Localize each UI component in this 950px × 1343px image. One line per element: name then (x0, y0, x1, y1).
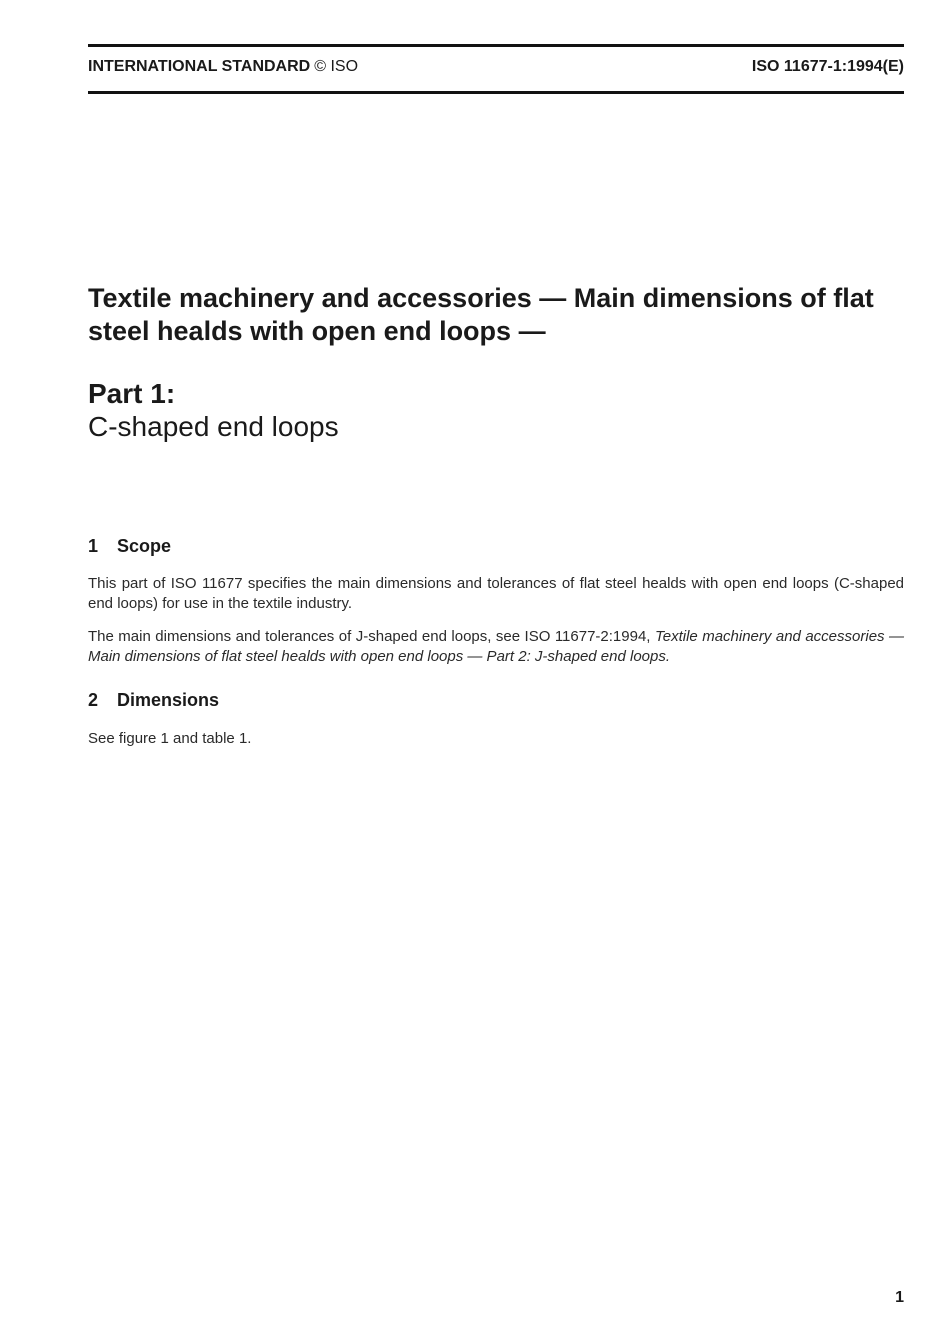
reference-paragraph (88, 627, 904, 667)
section-heading-dimensions (88, 689, 219, 711)
dimensions-paragraph: See figure 1 and table 1. (88, 730, 252, 747)
header-rule-bottom (88, 91, 904, 94)
copyright-notice: © ISO (314, 58, 359, 75)
section-number: 1 (88, 536, 99, 556)
section-title: Scope (117, 536, 172, 556)
standard-type: INTERNATIONAL STANDARD (88, 58, 311, 75)
section-title: Dimensions (117, 690, 220, 710)
section-number: 2 (88, 690, 99, 710)
document-title: Textile machinery and accessories — Main dimensions of flat steel healds with open end loops — (88, 283, 874, 346)
header-left (88, 58, 358, 76)
scope-paragraph: This part of ISO 11677 specifies the main dimensions and tolerances of flat steel healds with open end loops (C-shaped end loops) for use in the textile industry. (88, 575, 904, 612)
standard-reference: ISO 11677-1:1994(E) (751, 58, 904, 75)
page-header (88, 58, 904, 82)
reference-title-italic: Textile machinery and accessories — Main dimensions of flat steel healds with open end loops — Part 2: J-shaped end loops. (88, 628, 904, 665)
page-number: 1 (895, 1289, 904, 1306)
part-label: Part 1: (88, 378, 176, 409)
section-heading-scope (88, 535, 171, 557)
header-rule-top (88, 44, 904, 47)
part-subtitle: C-shaped end loops (88, 411, 339, 442)
reference-lead-text: The main dimensions and tolerances of J-shaped end loops, see ISO 11677-2:1994, (88, 628, 655, 645)
